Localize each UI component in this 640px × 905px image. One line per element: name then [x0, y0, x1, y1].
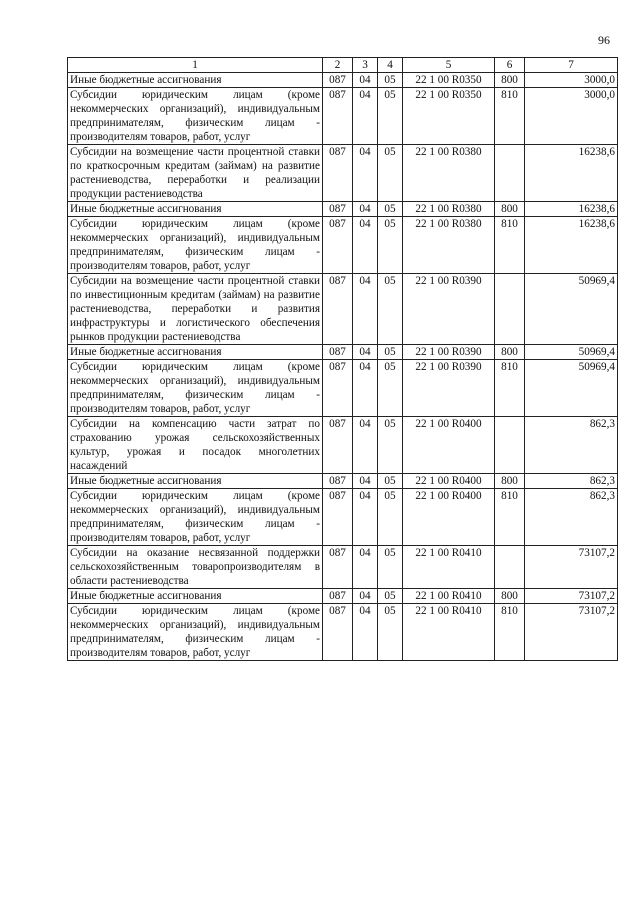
- table-row: [68, 274, 618, 345]
- target-article-cell: 22 1 00 R0400: [403, 474, 495, 489]
- row-name-cell: Иные бюджетные ассигнования: [68, 73, 323, 88]
- ved-code-cell: 087: [323, 217, 353, 274]
- table-row: [68, 88, 618, 145]
- target-article-cell: 22 1 00 R0400: [403, 489, 495, 546]
- table-row: [68, 589, 618, 604]
- table-row: [68, 489, 618, 546]
- ved-code-cell: 087: [323, 474, 353, 489]
- section-code-cell: 04: [353, 474, 378, 489]
- amount-cell: 3000,0: [525, 88, 618, 145]
- table-row: [68, 145, 618, 202]
- expense-type-cell: 810: [495, 489, 525, 546]
- target-article-cell: 22 1 00 R0410: [403, 589, 495, 604]
- expense-type-cell: 800: [495, 202, 525, 217]
- ved-code-cell: 087: [323, 345, 353, 360]
- row-name-cell: Субсидии на возмещение части процентной ставки по инвестиционным кредитам (займам) на развитие растениеводства, переработки и развития инфраструктуры и логистического обеспечения рынков продукции растениеводства: [68, 274, 323, 345]
- table-row: [68, 217, 618, 274]
- row-name-cell: Субсидии на оказание несвязанной поддержки сельскохозяйственным товаропроизводителям в области растениеводства: [68, 546, 323, 589]
- table-row: [68, 202, 618, 217]
- target-article-cell: 22 1 00 R0410: [403, 546, 495, 589]
- subsection-code-cell: 05: [378, 546, 403, 589]
- ved-code-cell: 087: [323, 73, 353, 88]
- expense-type-cell: 800: [495, 474, 525, 489]
- table-row: [68, 417, 618, 474]
- subsection-code-cell: 05: [378, 202, 403, 217]
- ved-code-cell: 087: [323, 546, 353, 589]
- subsection-code-cell: 05: [378, 360, 403, 417]
- amount-cell: 50969,4: [525, 274, 618, 345]
- amount-cell: 50969,4: [525, 360, 618, 417]
- ved-code-cell: 087: [323, 274, 353, 345]
- table-row: [68, 474, 618, 489]
- target-article-cell: 22 1 00 R0400: [403, 417, 495, 474]
- section-code-cell: 04: [353, 73, 378, 88]
- amount-cell: 73107,2: [525, 604, 618, 661]
- amount-cell: 16238,6: [525, 217, 618, 274]
- subsection-code-cell: 05: [378, 88, 403, 145]
- section-code-cell: 04: [353, 202, 378, 217]
- ved-code-cell: 087: [323, 88, 353, 145]
- section-code-cell: 04: [353, 274, 378, 345]
- subsection-code-cell: 05: [378, 145, 403, 202]
- target-article-cell: 22 1 00 R0390: [403, 345, 495, 360]
- expense-type-cell: [495, 145, 525, 202]
- subsection-code-cell: 05: [378, 217, 403, 274]
- header-cell: 6: [495, 58, 525, 73]
- section-code-cell: 04: [353, 589, 378, 604]
- row-name-cell: Иные бюджетные ассигнования: [68, 345, 323, 360]
- table-row: [68, 604, 618, 661]
- amount-cell: 3000,0: [525, 73, 618, 88]
- section-code-cell: 04: [353, 217, 378, 274]
- amount-cell: 16238,6: [525, 202, 618, 217]
- header-cell: 1: [68, 58, 323, 73]
- row-name-cell: Субсидии юридическим лицам (кроме некоммерческих организаций), индивидуальным предпринимателям, физическим лицам - производителям товаров, работ, услуг: [68, 604, 323, 661]
- header-cell: 2: [323, 58, 353, 73]
- row-name-cell: Субсидии на возмещение части процентной ставки по краткосрочным кредитам (займам) на развитие растениеводства, переработки и реализации продукции растениеводства: [68, 145, 323, 202]
- amount-cell: 16238,6: [525, 145, 618, 202]
- expense-type-cell: 810: [495, 360, 525, 417]
- ved-code-cell: 087: [323, 604, 353, 661]
- section-code-cell: 04: [353, 489, 378, 546]
- subsection-code-cell: 05: [378, 589, 403, 604]
- amount-cell: 862,3: [525, 489, 618, 546]
- amount-cell: 862,3: [525, 417, 618, 474]
- section-code-cell: 04: [353, 360, 378, 417]
- row-name-cell: Субсидии юридическим лицам (кроме некоммерческих организаций), индивидуальным предпринимателям, физическим лицам - производителям товаров, работ, услуг: [68, 360, 323, 417]
- amount-cell: 862,3: [525, 474, 618, 489]
- expense-type-cell: [495, 274, 525, 345]
- budget-table: [67, 57, 618, 661]
- page-number: 96: [598, 33, 610, 47]
- target-article-cell: 22 1 00 R0380: [403, 202, 495, 217]
- section-code-cell: 04: [353, 88, 378, 145]
- table-row: [68, 345, 618, 360]
- section-code-cell: 04: [353, 417, 378, 474]
- target-article-cell: 22 1 00 R0390: [403, 274, 495, 345]
- ved-code-cell: 087: [323, 589, 353, 604]
- amount-cell: 73107,2: [525, 546, 618, 589]
- table-row: [68, 360, 618, 417]
- subsection-code-cell: 05: [378, 274, 403, 345]
- header-cell: 3: [353, 58, 378, 73]
- row-name-cell: Иные бюджетные ассигнования: [68, 474, 323, 489]
- ved-code-cell: 087: [323, 489, 353, 546]
- target-article-cell: 22 1 00 R0410: [403, 604, 495, 661]
- target-article-cell: 22 1 00 R0380: [403, 217, 495, 274]
- row-name-cell: Иные бюджетные ассигнования: [68, 202, 323, 217]
- header-cell: 5: [403, 58, 495, 73]
- target-article-cell: 22 1 00 R0380: [403, 145, 495, 202]
- table-row: [68, 546, 618, 589]
- expense-type-cell: [495, 546, 525, 589]
- section-code-cell: 04: [353, 604, 378, 661]
- ved-code-cell: 087: [323, 145, 353, 202]
- ved-code-cell: 087: [323, 360, 353, 417]
- row-name-cell: Субсидии юридическим лицам (кроме некоммерческих организаций), индивидуальным предпринимателям, физическим лицам - производителям товаров, работ, услуг: [68, 217, 323, 274]
- amount-cell: 73107,2: [525, 589, 618, 604]
- row-name-cell: Субсидии на компенсацию части затрат по страхованию урожая сельскохозяйственных культур, урожая и посадок многолетних насаждений: [68, 417, 323, 474]
- target-article-cell: 22 1 00 R0350: [403, 88, 495, 145]
- subsection-code-cell: 05: [378, 73, 403, 88]
- section-code-cell: 04: [353, 145, 378, 202]
- expense-type-cell: 800: [495, 345, 525, 360]
- ved-code-cell: 087: [323, 417, 353, 474]
- row-name-cell: Субсидии юридическим лицам (кроме некоммерческих организаций), индивидуальным предпринимателям, физическим лицам - производителям товаров, работ, услуг: [68, 88, 323, 145]
- header-cell: 7: [525, 58, 618, 73]
- amount-cell: 50969,4: [525, 345, 618, 360]
- subsection-code-cell: 05: [378, 489, 403, 546]
- subsection-code-cell: 05: [378, 474, 403, 489]
- expense-type-cell: 810: [495, 217, 525, 274]
- target-article-cell: 22 1 00 R0350: [403, 73, 495, 88]
- row-name-cell: Иные бюджетные ассигнования: [68, 589, 323, 604]
- row-name-cell: Субсидии юридическим лицам (кроме некоммерческих организаций), индивидуальным предпринимателям, физическим лицам - производителям товаров, работ, услуг: [68, 489, 323, 546]
- section-code-cell: 04: [353, 345, 378, 360]
- expense-type-cell: 800: [495, 589, 525, 604]
- target-article-cell: 22 1 00 R0390: [403, 360, 495, 417]
- subsection-code-cell: 05: [378, 417, 403, 474]
- table-row: [68, 73, 618, 88]
- expense-type-cell: 800: [495, 73, 525, 88]
- header-cell: 4: [378, 58, 403, 73]
- ved-code-cell: 087: [323, 202, 353, 217]
- subsection-code-cell: 05: [378, 604, 403, 661]
- table-header-row: [68, 58, 618, 73]
- expense-type-cell: 810: [495, 88, 525, 145]
- expense-type-cell: [495, 417, 525, 474]
- expense-type-cell: 810: [495, 604, 525, 661]
- subsection-code-cell: 05: [378, 345, 403, 360]
- section-code-cell: 04: [353, 546, 378, 589]
